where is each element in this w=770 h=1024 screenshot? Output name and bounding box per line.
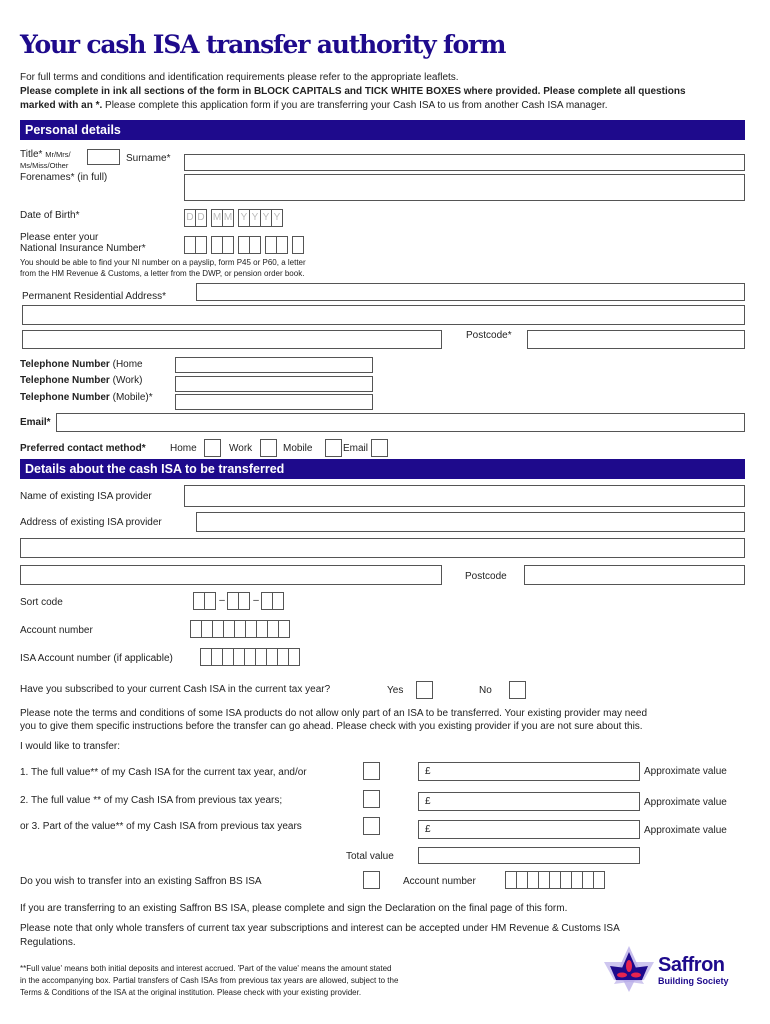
section-header-personal: Personal details bbox=[20, 120, 745, 140]
option-1-value-field[interactable]: £ bbox=[418, 762, 640, 781]
tel-label-bold: Telephone Number bbox=[20, 359, 110, 370]
digit-cell[interactable]: D bbox=[195, 209, 207, 227]
total-value-field[interactable] bbox=[418, 847, 640, 864]
forenames-field[interactable] bbox=[184, 174, 745, 201]
provider-address-2[interactable] bbox=[20, 538, 745, 558]
digit-cell[interactable] bbox=[204, 592, 216, 610]
provider-name-label: Name of existing ISA provider bbox=[20, 491, 152, 502]
existing-account-label: Account number bbox=[403, 876, 476, 887]
no-label: No bbox=[479, 685, 492, 696]
would-like-label: I would like to transfer: bbox=[20, 741, 121, 752]
tel-work-label bbox=[20, 375, 142, 386]
method-home-checkbox[interactable] bbox=[204, 439, 221, 457]
option-3-checkbox[interactable] bbox=[363, 817, 380, 835]
email-label: Email* bbox=[20, 417, 51, 428]
option-2-label: 2. The full value ** of my Cash ISA from previous tax years; bbox=[20, 795, 283, 806]
declaration-note: If you are transferring to an existing Saffron BS ISA, please complete and sign the Declaration on the final page of this form. bbox=[20, 903, 568, 914]
logo-subtitle: Building Society bbox=[658, 976, 729, 986]
tel-mobile-field[interactable] bbox=[175, 394, 373, 410]
digit-cell[interactable] bbox=[272, 592, 284, 610]
postcode-field[interactable] bbox=[527, 330, 745, 349]
digit-cell[interactable] bbox=[292, 236, 304, 254]
surname-label: Surname* bbox=[126, 153, 171, 164]
sort-code-field[interactable] bbox=[194, 592, 284, 610]
digit-cell[interactable] bbox=[195, 236, 207, 254]
digit-cell[interactable] bbox=[593, 871, 605, 889]
whole-transfer-note-1: Please note that only whole transfers of current tax year subscriptions and interest can be accepted under HM Revenue & Customs ISA bbox=[20, 923, 620, 934]
tel-label-bold: Telephone Number bbox=[20, 375, 110, 386]
digit-cell[interactable]: D bbox=[184, 209, 196, 227]
total-value-label: Total value bbox=[346, 851, 394, 862]
tel-label-bold: Telephone Number bbox=[20, 392, 110, 403]
sort-code-dash: – bbox=[219, 595, 225, 606]
title-label bbox=[20, 149, 71, 160]
isa-account-label: ISA Account number (if applicable) bbox=[20, 653, 173, 664]
title-options: Ms/Miss/Other bbox=[20, 161, 69, 170]
existing-isa-checkbox[interactable] bbox=[363, 871, 380, 889]
account-number-field[interactable] bbox=[191, 620, 290, 638]
isa-account-field[interactable] bbox=[201, 648, 300, 666]
provider-address-1[interactable] bbox=[196, 512, 745, 532]
section-header-isa: Details about the cash ISA to be transferred bbox=[20, 459, 745, 479]
method-work-checkbox[interactable] bbox=[260, 439, 277, 457]
ni-note-1: You should be able to find your NI number on a payslip, form P45 or P60, a letter bbox=[20, 258, 306, 267]
ni-number-field[interactable] bbox=[185, 236, 304, 254]
address-line-2[interactable] bbox=[22, 305, 745, 325]
saffron-logo bbox=[600, 940, 740, 998]
tel-work-suffix: (Work) bbox=[112, 375, 143, 386]
logo-name: Saffron bbox=[658, 954, 725, 976]
intro-line3 bbox=[20, 100, 608, 111]
digit-cell[interactable]: Y bbox=[271, 209, 283, 227]
terms-note-1: Please note the terms and conditions of some ISA products do not allow only part of an ISA to be transferred. Your existing provider may need bbox=[20, 708, 648, 719]
sort-code-label: Sort code bbox=[20, 597, 63, 608]
no-checkbox[interactable] bbox=[509, 681, 526, 699]
method-mobile-checkbox[interactable] bbox=[325, 439, 342, 457]
forenames-label bbox=[20, 172, 107, 183]
existing-isa-question: Do you wish to transfer into an existing Saffron BS ISA bbox=[20, 876, 262, 887]
digit-cell[interactable] bbox=[249, 236, 261, 254]
saffron-flower-icon bbox=[600, 940, 658, 998]
ni-label-1: Please enter your bbox=[20, 232, 99, 243]
tel-work-field[interactable] bbox=[175, 376, 373, 392]
approx-label-2: Approximate value bbox=[644, 797, 727, 808]
yes-label: Yes bbox=[387, 685, 404, 696]
forenames-label-text: Forenames* bbox=[20, 172, 75, 183]
address-line-1[interactable] bbox=[196, 283, 745, 301]
digit-cell[interactable]: M bbox=[211, 209, 223, 227]
title-label-text: Title* bbox=[20, 149, 43, 160]
option-1-checkbox[interactable] bbox=[363, 762, 380, 780]
footnote-1: **Full value' means both initial deposits and interest accrued. 'Part of the value' means the amount stated bbox=[20, 964, 392, 973]
option-2-value-field[interactable]: £ bbox=[418, 792, 640, 811]
provider-postcode-label: Postcode bbox=[465, 571, 507, 582]
surname-field[interactable] bbox=[184, 154, 745, 171]
tel-mobile-label bbox=[20, 392, 153, 403]
postcode-label: Postcode* bbox=[466, 330, 512, 341]
provider-address-label: Address of existing ISA provider bbox=[20, 517, 162, 528]
method-email-label: Email bbox=[343, 443, 369, 454]
method-email-checkbox[interactable] bbox=[371, 439, 388, 457]
digit-cell[interactable]: Y bbox=[249, 209, 261, 227]
intro-text3: Please complete this application form if you are transferring your Cash ISA to us from another Cash ISA manager. bbox=[105, 100, 608, 111]
intro-line: For full terms and conditions and identification requirements please refer to the appropriate leaflets. bbox=[20, 72, 459, 83]
digit-cell[interactable] bbox=[278, 620, 290, 638]
digit-cell[interactable] bbox=[276, 236, 288, 254]
digit-cell[interactable]: Y bbox=[260, 209, 272, 227]
option-2-checkbox[interactable] bbox=[363, 790, 380, 808]
ni-label-2: National Insurance Number* bbox=[20, 243, 146, 254]
ni-note-2: from the HM Revenue & Customs, a letter from the DWP, or pension order book. bbox=[20, 269, 305, 278]
tel-home-suffix: (Home bbox=[112, 359, 143, 370]
method-mobile-label: Mobile bbox=[283, 443, 313, 454]
yes-checkbox[interactable] bbox=[416, 681, 433, 699]
approx-label-3: Approximate value bbox=[644, 825, 727, 836]
tel-home-label bbox=[20, 359, 143, 370]
method-work-label: Work bbox=[229, 443, 253, 454]
tel-mobile-suffix: (Mobile)* bbox=[112, 392, 153, 403]
preferred-label: Preferred contact method* bbox=[20, 443, 146, 454]
existing-account-field[interactable] bbox=[506, 871, 605, 889]
dob-field[interactable] bbox=[185, 209, 283, 227]
intro-bold2: marked with an *. bbox=[20, 100, 103, 111]
provider-address-3[interactable] bbox=[20, 565, 442, 585]
sort-code-dash: – bbox=[253, 595, 259, 606]
subscribed-question: Have you subscribed to your current Cash ISA in the current tax year? bbox=[20, 684, 331, 695]
digit-cell[interactable] bbox=[222, 236, 234, 254]
page-title: Your cash ISA transfer authority form bbox=[20, 30, 506, 59]
dob-label: Date of Birth* bbox=[20, 210, 80, 221]
provider-name-field[interactable] bbox=[184, 485, 745, 507]
footnote-3: Terms & Conditions of the ISA at the original institution. Please check with your existing provider. bbox=[20, 988, 362, 997]
account-number-label: Account number bbox=[20, 625, 93, 636]
tel-home-field[interactable] bbox=[175, 357, 373, 373]
forenames-note: (in full) bbox=[77, 172, 108, 183]
email-field[interactable] bbox=[56, 413, 745, 432]
title-field[interactable] bbox=[87, 149, 120, 165]
address-line-3[interactable] bbox=[22, 330, 442, 349]
provider-postcode-field[interactable] bbox=[524, 565, 745, 585]
footnote-2: in the accompanying box. Partial transfers of Cash ISAs from previous tax years are allowed, subject to the bbox=[20, 976, 399, 985]
digit-cell[interactable] bbox=[238, 592, 250, 610]
terms-note-2: you to give them specific instructions before the transfer can go ahead. Please check with you existing provider if you are not sure about this. bbox=[20, 721, 643, 732]
whole-transfer-note-2: Regulations. bbox=[20, 937, 76, 948]
digit-cell[interactable]: Y bbox=[238, 209, 250, 227]
digit-cell[interactable] bbox=[288, 648, 300, 666]
method-home-label: Home bbox=[170, 443, 197, 454]
address-label: Permanent Residential Address* bbox=[22, 291, 166, 302]
option-1-label: 1. The full value** of my Cash ISA for the current tax year, and/or bbox=[20, 767, 307, 778]
title-options-1: Mr/Mrs/ bbox=[45, 150, 71, 159]
approx-label-1: Approximate value bbox=[644, 766, 727, 777]
intro-bold: Please complete in ink all sections of the form in BLOCK CAPITALS and TICK WHITE BOXES where provided. Please complete all questions bbox=[20, 86, 686, 97]
digit-cell[interactable]: M bbox=[222, 209, 234, 227]
option-3-label: or 3. Part of the value** of my Cash ISA from previous tax years bbox=[20, 821, 302, 832]
option-3-value-field[interactable]: £ bbox=[418, 820, 640, 839]
